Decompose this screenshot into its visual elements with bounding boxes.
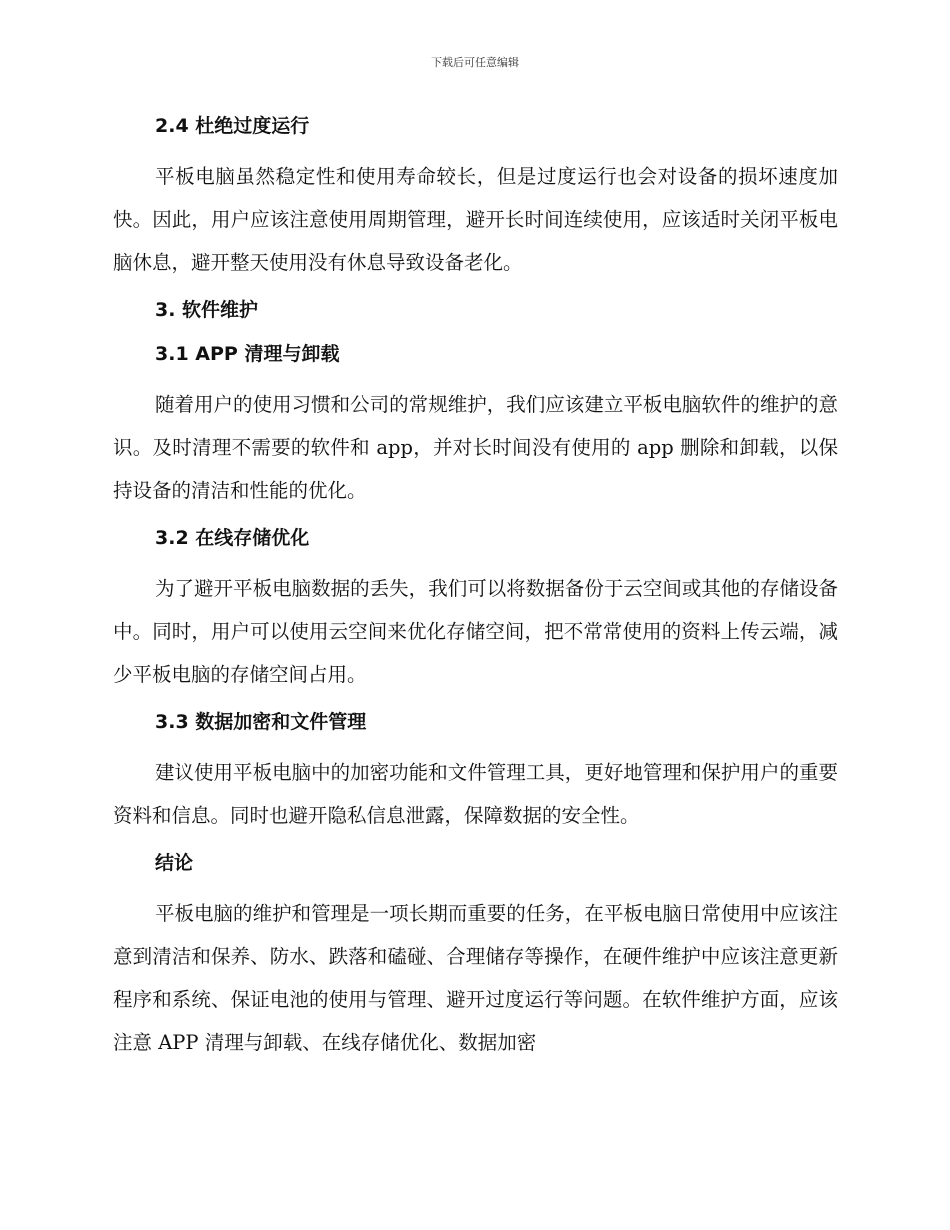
paragraph-app-cleanup: 随着用户的使用习惯和公司的常规维护，我们应该建立平板电脑软件的维护的意识。及时清理不需要的软件和 app，并对长时间没有使用的 app 删除和卸载，以保持设备的清洁和性能的优化。 [113, 393, 838, 502]
paragraph-overuse: 平板电脑虽然稳定性和使用寿命较长，但是过度运行也会对设备的损坏速度加快。因此，用户应该注意使用周期管理，避开长时间连续使用，应该适时关闭平板电脑休息，避开整天使用没有休息导致设备老化。 [113, 165, 838, 274]
section-heading-conclusion: 结论 [155, 852, 194, 874]
section-heading-3: 3. 软件维护 [155, 299, 259, 321]
paragraph-online-storage: 为了避开平板电脑数据的丢失，我们可以将数据备份于云空间或其他的存储设备中。同时，用户可以使用云空间来优化存储空间，把不常常使用的资料上传云端，减少平板电脑的存储空间占用。 [113, 577, 838, 686]
section-heading-3-2: 3.2 在线存储优化 [155, 527, 310, 549]
page-header: 下载后可任意编辑 [431, 56, 519, 69]
paragraph-encryption: 建议使用平板电脑中的加密功能和文件管理工具，更好地管理和保护用户的重要资料和信息。同时也避开隐私信息泄露，保障数据的安全性。 [113, 761, 838, 827]
document-body [113, 111, 838, 1075]
section-heading-3-3: 3.3 数据加密和文件管理 [155, 711, 367, 733]
section-heading-2-4: 2.4 杜绝过度运行 [155, 115, 310, 137]
paragraph-conclusion: 平板电脑的维护和管理是一项长期而重要的任务，在平板电脑日常使用中应该注意到清洁和保养、防水、跌落和磕碰、合理储存等操作，在硬件维护中应该注意更新程序和系统、保证电池的使用与管理、避开过度运行等问题。在软件维护方面，应该注意 APP 清理与卸载、在线存储优化、数据加密 [113, 902, 838, 1054]
section-heading-3-1: 3.1 APP 清理与卸载 [155, 343, 340, 365]
